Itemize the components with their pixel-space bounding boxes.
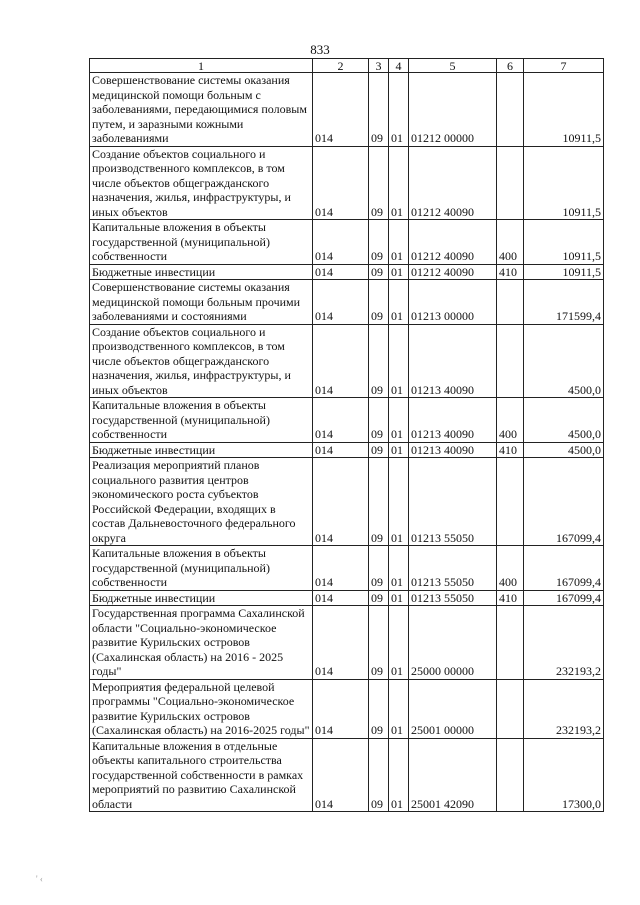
amount-cell: 17300,0 (524, 738, 604, 812)
table-row (90, 146, 604, 220)
subsection-code-cell: 01 (389, 442, 409, 458)
section-code-cell: 09 (369, 324, 389, 398)
column-header: 4 (389, 59, 409, 73)
ministry-code-cell: 014 (313, 280, 369, 325)
subsection-code-cell: 01 (389, 590, 409, 606)
subsection-code-cell: 01 (389, 679, 409, 738)
section-code-cell: 09 (369, 590, 389, 606)
expense-type-cell: 400 (497, 398, 524, 443)
subsection-code-cell: 01 (389, 606, 409, 680)
amount-cell: 4500,0 (524, 398, 604, 443)
expense-type-cell (497, 738, 524, 812)
column-header: 5 (409, 59, 497, 73)
ministry-code-cell: 014 (313, 590, 369, 606)
table-row (90, 73, 604, 147)
row-name-cell: Бюджетные инвестиции (90, 590, 313, 606)
target-article-cell: 01213 40090 (409, 442, 497, 458)
budget-table (89, 58, 604, 812)
ministry-code-cell: 014 (313, 738, 369, 812)
table-row (90, 590, 604, 606)
section-code-cell: 09 (369, 546, 389, 591)
target-article-cell: 01213 55050 (409, 546, 497, 591)
target-article-cell: 25000 00000 (409, 606, 497, 680)
table-row (90, 220, 604, 265)
amount-cell: 167099,4 (524, 546, 604, 591)
ministry-code-cell: 014 (313, 324, 369, 398)
section-code-cell: 09 (369, 146, 389, 220)
subsection-code-cell: 01 (389, 264, 409, 280)
expense-type-cell (497, 146, 524, 220)
section-code-cell: 09 (369, 73, 389, 147)
row-name-cell: Создание объектов социального и производственного комплексов, в том числе объектов общегражданского назначения, жилья, инфраструктуры, и иных объектов (90, 146, 313, 220)
table-row (90, 458, 604, 546)
expense-type-cell: 400 (497, 220, 524, 265)
ministry-code-cell: 014 (313, 458, 369, 546)
row-name-cell: Государственная программа Сахалинской области "Социально-экономическое развитие Курильских островов (Сахалинская область) на 2016 - 2025 годы" (90, 606, 313, 680)
table-row (90, 679, 604, 738)
table-row (90, 398, 604, 443)
amount-cell: 167099,4 (524, 590, 604, 606)
table-row (90, 264, 604, 280)
ministry-code-cell: 014 (313, 679, 369, 738)
row-name-cell: Капитальные вложения в отдельные объекты капитального строительства государственной собственности в рамках мероприятий по развитию Сахалинской области (90, 738, 313, 812)
amount-cell: 10911,5 (524, 264, 604, 280)
amount-cell: 4500,0 (524, 442, 604, 458)
section-code-cell: 09 (369, 458, 389, 546)
target-article-cell: 01212 00000 (409, 73, 497, 147)
row-name-cell: Создание объектов социального и производственного комплексов, в том числе объектов общегражданского назначения, жилья, инфраструктуры, и иных объектов (90, 324, 313, 398)
target-article-cell: 01212 40090 (409, 146, 497, 220)
column-header-row (90, 59, 604, 73)
row-name-cell: Бюджетные инвестиции (90, 264, 313, 280)
expense-type-cell (497, 324, 524, 398)
table-row (90, 738, 604, 812)
amount-cell: 232193,2 (524, 606, 604, 680)
ministry-code-cell: 014 (313, 220, 369, 265)
subsection-code-cell: 01 (389, 220, 409, 265)
section-code-cell: 09 (369, 738, 389, 812)
page-number: 833 (310, 42, 330, 57)
target-article-cell: 01212 40090 (409, 220, 497, 265)
subsection-code-cell: 01 (389, 458, 409, 546)
target-article-cell: 25001 00000 (409, 679, 497, 738)
amount-cell: 10911,5 (524, 220, 604, 265)
column-header: 2 (313, 59, 369, 73)
scan-speck: ' ‹ (36, 874, 43, 884)
subsection-code-cell: 01 (389, 738, 409, 812)
target-article-cell: 01213 40090 (409, 398, 497, 443)
expense-type-cell: 400 (497, 546, 524, 591)
row-name-cell: Совершенствование системы оказания медицинской помощи больным с заболеваниями, передающимися половым путем, и заразными кожными заболеваниями (90, 73, 313, 147)
section-code-cell: 09 (369, 679, 389, 738)
ministry-code-cell: 014 (313, 398, 369, 443)
target-article-cell: 01213 55050 (409, 590, 497, 606)
target-article-cell: 01212 40090 (409, 264, 497, 280)
table-row (90, 606, 604, 680)
expense-type-cell (497, 73, 524, 147)
expense-type-cell (497, 679, 524, 738)
row-name-cell: Бюджетные инвестиции (90, 442, 313, 458)
table-row (90, 442, 604, 458)
table-row (90, 280, 604, 325)
section-code-cell: 09 (369, 280, 389, 325)
table-row (90, 324, 604, 398)
section-code-cell: 09 (369, 220, 389, 265)
column-header: 3 (369, 59, 389, 73)
amount-cell: 167099,4 (524, 458, 604, 546)
target-article-cell: 01213 55050 (409, 458, 497, 546)
row-name-cell: Капитальные вложения в объекты государственной (муниципальной) собственности (90, 220, 313, 265)
ministry-code-cell: 014 (313, 606, 369, 680)
subsection-code-cell: 01 (389, 146, 409, 220)
column-header: 6 (497, 59, 524, 73)
row-name-cell: Капитальные вложения в объекты государственной (муниципальной) собственности (90, 398, 313, 443)
target-article-cell: 01213 40090 (409, 324, 497, 398)
subsection-code-cell: 01 (389, 398, 409, 443)
amount-cell: 4500,0 (524, 324, 604, 398)
amount-cell: 10911,5 (524, 146, 604, 220)
subsection-code-cell: 01 (389, 546, 409, 591)
expense-type-cell: 410 (497, 264, 524, 280)
row-name-cell: Мероприятия федеральной целевой программы "Социально-экономическое развитие Курильских островов (Сахалинская область) на 2016-2025 годы" (90, 679, 313, 738)
column-header: 7 (524, 59, 604, 73)
expense-type-cell (497, 606, 524, 680)
section-code-cell: 09 (369, 264, 389, 280)
amount-cell: 10911,5 (524, 73, 604, 147)
ministry-code-cell: 014 (313, 264, 369, 280)
ministry-code-cell: 014 (313, 146, 369, 220)
ministry-code-cell: 014 (313, 546, 369, 591)
amount-cell: 171599,4 (524, 280, 604, 325)
ministry-code-cell: 014 (313, 73, 369, 147)
expense-type-cell: 410 (497, 590, 524, 606)
ministry-code-cell: 014 (313, 442, 369, 458)
target-article-cell: 25001 42090 (409, 738, 497, 812)
column-header: 1 (90, 59, 313, 73)
row-name-cell: Реализация мероприятий планов социального развития центров экономического роста субъектов Российской Федерации, входящих в состав Дальневосточного федерального округа (90, 458, 313, 546)
subsection-code-cell: 01 (389, 73, 409, 147)
section-code-cell: 09 (369, 606, 389, 680)
subsection-code-cell: 01 (389, 280, 409, 325)
row-name-cell: Капитальные вложения в объекты государственной (муниципальной) собственности (90, 546, 313, 591)
expense-type-cell (497, 280, 524, 325)
expense-type-cell (497, 458, 524, 546)
expense-type-cell: 410 (497, 442, 524, 458)
section-code-cell: 09 (369, 398, 389, 443)
section-code-cell: 09 (369, 442, 389, 458)
amount-cell: 232193,2 (524, 679, 604, 738)
row-name-cell: Совершенствование системы оказания медицинской помощи больным прочими заболеваниями и состояниями (90, 280, 313, 325)
target-article-cell: 01213 00000 (409, 280, 497, 325)
subsection-code-cell: 01 (389, 324, 409, 398)
table-row (90, 546, 604, 591)
